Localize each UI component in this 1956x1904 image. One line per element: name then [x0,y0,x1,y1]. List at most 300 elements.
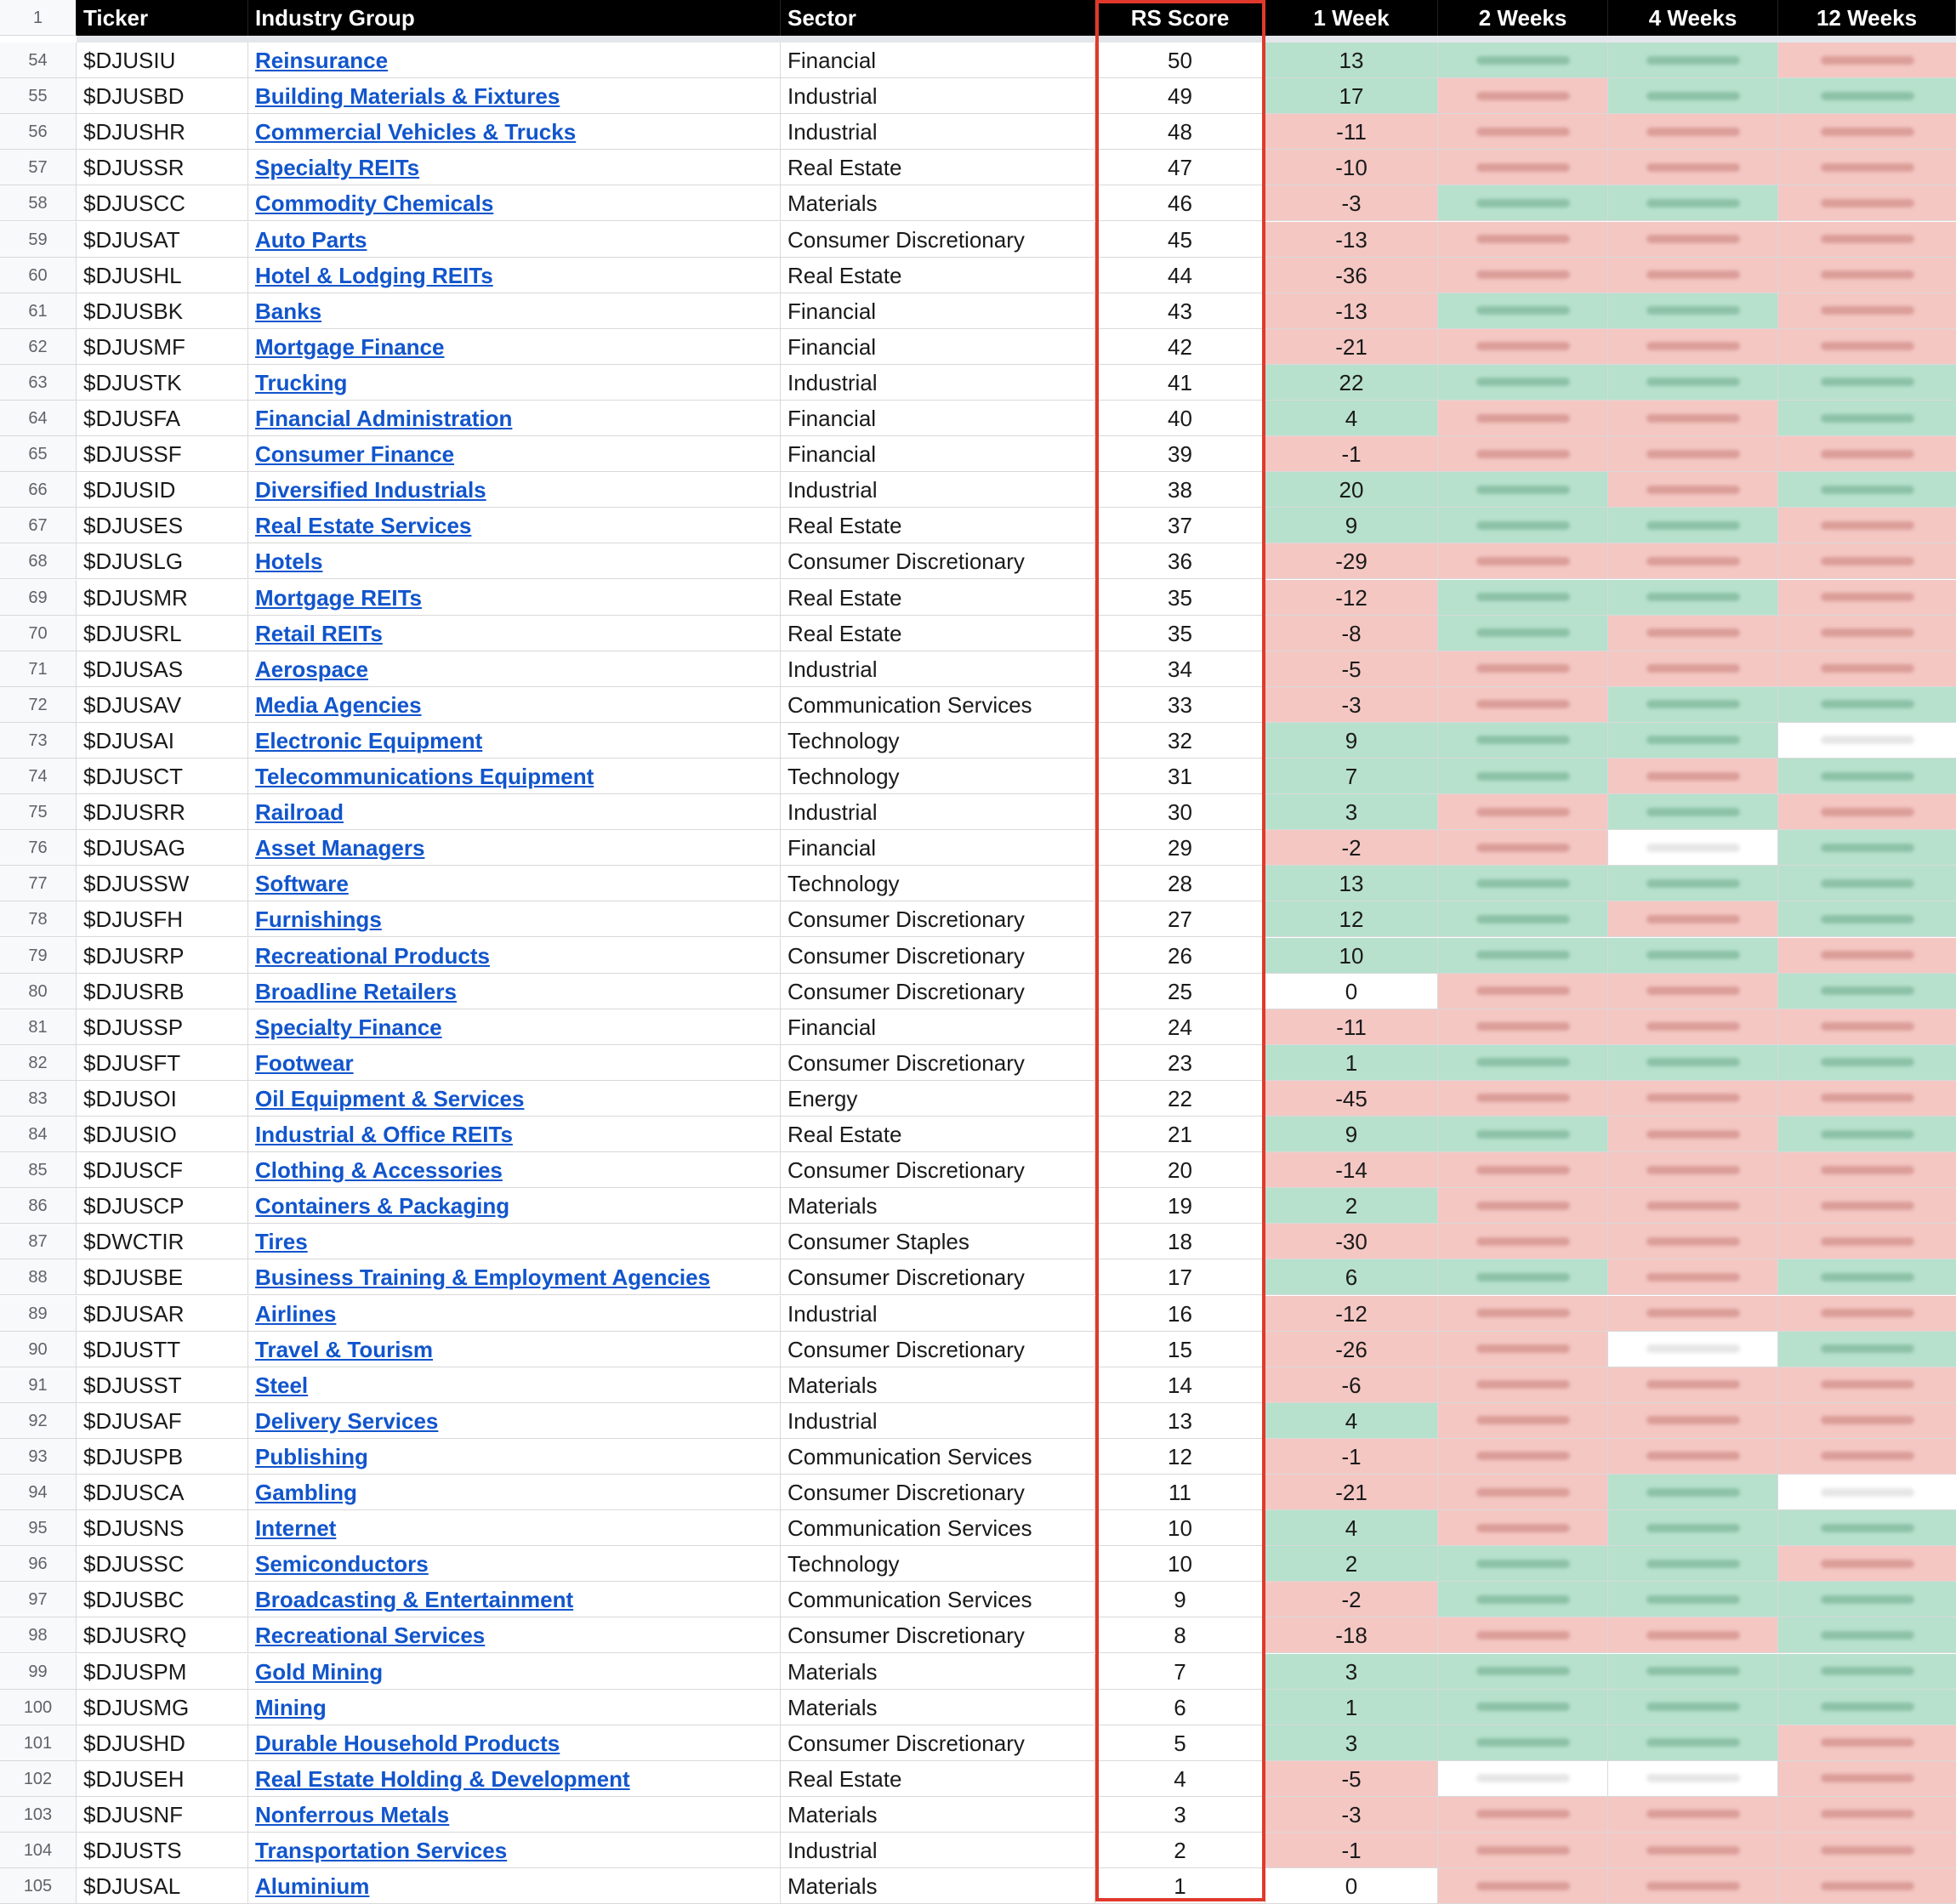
ticker-cell[interactable]: $DJUSMF [77,329,248,365]
row-number[interactable]: 59 [0,222,77,258]
week-12-cell-blurred[interactable] [1778,1009,1956,1045]
column-header-4-weeks[interactable]: 4 Weeks [1608,0,1778,36]
industry-group-link[interactable]: Aluminium [255,1873,370,1900]
week-1-cell[interactable]: 9 [1265,1117,1438,1152]
ticker-cell[interactable]: $DJUSLG [77,543,248,579]
row-number[interactable]: 98 [0,1617,77,1653]
week-2-cell-blurred[interactable] [1438,616,1608,651]
industry-group-link[interactable]: Containers & Packaging [255,1193,510,1219]
industry-group-link[interactable]: Recreational Services [255,1623,486,1649]
ticker-cell[interactable]: $DJUSAT [77,222,248,258]
week-1-cell[interactable]: -2 [1265,830,1438,866]
week-2-cell-blurred[interactable] [1438,1152,1608,1188]
week-1-cell[interactable]: 1 [1265,1690,1438,1725]
week-2-cell-blurred[interactable] [1438,687,1608,723]
ticker-cell[interactable]: $DJUSAR [77,1296,248,1332]
ticker-cell[interactable]: $DJUSFH [77,901,248,937]
ticker-cell[interactable]: $DJUSEH [77,1761,248,1797]
sector-cell[interactable]: Consumer Discretionary [781,1332,1095,1367]
industry-group-link[interactable]: Steel [255,1372,309,1398]
industry-group-link[interactable]: Footwear [255,1049,354,1076]
week-1-cell[interactable]: 0 [1265,1868,1438,1904]
row-number[interactable]: 87 [0,1224,77,1259]
week-12-cell-blurred[interactable] [1778,1152,1956,1188]
rs-score-cell[interactable]: 27 [1095,901,1265,937]
week-12-cell-blurred[interactable] [1778,616,1956,651]
week-12-cell-blurred[interactable] [1778,365,1956,401]
industry-group-cell[interactable] [248,1833,781,1868]
week-2-cell-blurred[interactable] [1438,1009,1608,1045]
industry-group-cell[interactable] [248,508,781,543]
week-2-cell-blurred[interactable] [1438,508,1608,543]
week-4-cell-blurred[interactable] [1608,185,1778,221]
week-2-cell-blurred[interactable] [1438,1582,1608,1617]
rs-score-cell[interactable]: 23 [1095,1045,1265,1081]
row-number[interactable]: 77 [0,866,77,901]
ticker-cell[interactable]: $DJUSAS [77,651,248,687]
row-number[interactable]: 66 [0,472,77,508]
column-header-2-weeks[interactable]: 2 Weeks [1438,0,1608,36]
row-number[interactable]: 70 [0,616,77,651]
sector-cell[interactable]: Materials [781,1868,1095,1904]
industry-group-cell[interactable] [248,78,781,114]
rs-score-cell[interactable]: 22 [1095,1081,1265,1117]
industry-group-cell[interactable] [248,1296,781,1332]
week-1-cell[interactable]: -45 [1265,1081,1438,1117]
sector-cell[interactable]: Real Estate [781,150,1095,185]
ticker-cell[interactable]: $DJUSBD [77,78,248,114]
sector-cell[interactable]: Real Estate [781,580,1095,616]
sector-cell[interactable]: Communication Services [781,687,1095,723]
row-number[interactable]: 54 [0,43,77,78]
week-1-cell[interactable]: 7 [1265,759,1438,794]
rs-score-cell[interactable]: 5 [1095,1725,1265,1761]
week-4-cell-blurred[interactable] [1608,938,1778,974]
row-number[interactable]: 99 [0,1654,77,1690]
week-2-cell-blurred[interactable] [1438,723,1608,759]
industry-group-cell[interactable] [248,938,781,974]
row-number[interactable]: 58 [0,185,77,221]
sector-cell[interactable]: Communication Services [781,1582,1095,1617]
rs-score-cell[interactable]: 44 [1095,258,1265,293]
industry-group-cell[interactable] [248,723,781,759]
week-4-cell-blurred[interactable] [1608,687,1778,723]
week-4-cell-blurred[interactable] [1608,293,1778,329]
row-number[interactable]: 93 [0,1439,77,1475]
industry-group-link[interactable]: Recreational Products [255,942,490,969]
rs-score-cell[interactable]: 17 [1095,1259,1265,1295]
week-12-cell-blurred[interactable] [1778,1403,1956,1439]
ticker-cell[interactable]: $DJUSCP [77,1188,248,1224]
ticker-cell[interactable]: $DJUSAL [77,1868,248,1904]
row-number[interactable]: 82 [0,1045,77,1081]
week-4-cell-blurred[interactable] [1608,1546,1778,1582]
sector-cell[interactable]: Materials [781,1654,1095,1690]
week-4-cell-blurred[interactable] [1608,114,1778,150]
industry-group-cell[interactable] [248,974,781,1009]
week-1-cell[interactable]: 12 [1265,901,1438,937]
week-12-cell-blurred[interactable] [1778,1259,1956,1295]
sector-cell[interactable]: Financial [781,401,1095,436]
week-1-cell[interactable]: -1 [1265,1439,1438,1475]
week-4-cell-blurred[interactable] [1608,901,1778,937]
row-number[interactable]: 57 [0,150,77,185]
industry-group-link[interactable]: Furnishings [255,907,382,933]
sector-cell[interactable]: Materials [781,1367,1095,1403]
row-number[interactable]: 65 [0,436,77,472]
week-4-cell-blurred[interactable] [1608,543,1778,579]
week-2-cell-blurred[interactable] [1438,293,1608,329]
week-1-cell[interactable]: 4 [1265,401,1438,436]
week-12-cell-blurred[interactable] [1778,1045,1956,1081]
ticker-cell[interactable]: $DJUSOI [77,1081,248,1117]
rs-score-cell[interactable]: 26 [1095,938,1265,974]
week-2-cell-blurred[interactable] [1438,401,1608,436]
ticker-cell[interactable]: $DJUSTT [77,1332,248,1367]
week-12-cell-blurred[interactable] [1778,759,1956,794]
week-4-cell-blurred[interactable] [1608,1510,1778,1546]
rs-score-cell[interactable]: 31 [1095,759,1265,794]
week-4-cell-blurred[interactable] [1608,723,1778,759]
industry-group-link[interactable]: Software [255,871,349,897]
sector-cell[interactable]: Consumer Discretionary [781,1475,1095,1510]
week-2-cell-blurred[interactable] [1438,1797,1608,1833]
sector-cell[interactable]: Technology [781,759,1095,794]
week-1-cell[interactable]: 6 [1265,1259,1438,1295]
industry-group-cell[interactable] [248,1690,781,1725]
rs-score-cell[interactable]: 49 [1095,78,1265,114]
industry-group-link[interactable]: Telecommunications Equipment [255,764,594,789]
rs-score-cell[interactable]: 28 [1095,866,1265,901]
sector-cell[interactable]: Consumer Discretionary [781,222,1095,258]
sector-cell[interactable]: Real Estate [781,508,1095,543]
week-4-cell-blurred[interactable] [1608,759,1778,794]
ticker-cell[interactable]: $DJUSAI [77,723,248,759]
week-2-cell-blurred[interactable] [1438,258,1608,293]
week-4-cell-blurred[interactable] [1608,43,1778,78]
ticker-cell[interactable]: $DJUSPM [77,1654,248,1690]
week-2-cell-blurred[interactable] [1438,1510,1608,1546]
week-1-cell[interactable]: -3 [1265,185,1438,221]
row-number[interactable]: 73 [0,723,77,759]
rs-score-cell[interactable]: 48 [1095,114,1265,150]
rs-score-cell[interactable]: 6 [1095,1690,1265,1725]
week-2-cell-blurred[interactable] [1438,114,1608,150]
week-12-cell-blurred[interactable] [1778,258,1956,293]
industry-group-link[interactable]: Gambling [255,1480,357,1505]
rs-score-cell[interactable]: 10 [1095,1546,1265,1582]
week-12-cell-blurred[interactable] [1778,1761,1956,1797]
sector-cell[interactable]: Industrial [781,472,1095,508]
ticker-cell[interactable]: $DJUSNF [77,1797,248,1833]
industry-group-cell[interactable] [248,1475,781,1510]
week-12-cell-blurred[interactable] [1778,651,1956,687]
ticker-cell[interactable]: $DJUSBK [77,293,248,329]
row-number[interactable]: 90 [0,1332,77,1367]
week-1-cell[interactable]: 20 [1265,472,1438,508]
ticker-cell[interactable]: $DJUSCF [77,1152,248,1188]
industry-group-link[interactable]: Business Training & Employment Agencies [255,1265,711,1291]
week-2-cell-blurred[interactable] [1438,472,1608,508]
industry-group-cell[interactable] [248,1582,781,1617]
row-number[interactable]: 72 [0,687,77,723]
week-12-cell-blurred[interactable] [1778,1296,1956,1332]
industry-group-link[interactable]: Reinsurance [255,48,389,73]
rs-score-cell[interactable]: 8 [1095,1617,1265,1653]
ticker-cell[interactable]: $DJUSTS [77,1833,248,1868]
sector-cell[interactable]: Financial [781,436,1095,472]
ticker-cell[interactable]: $DJUSRB [77,974,248,1009]
ticker-cell[interactable]: $DJUSAG [77,830,248,866]
week-2-cell-blurred[interactable] [1438,1332,1608,1367]
week-1-cell[interactable]: -11 [1265,1009,1438,1045]
week-12-cell-blurred[interactable] [1778,1367,1956,1403]
week-1-cell[interactable]: -1 [1265,1833,1438,1868]
week-4-cell-blurred[interactable] [1608,1367,1778,1403]
week-12-cell-blurred[interactable] [1778,1510,1956,1546]
sector-cell[interactable]: Materials [781,1797,1095,1833]
row-number[interactable]: 74 [0,759,77,794]
sector-cell[interactable]: Industrial [781,1403,1095,1439]
rs-score-cell[interactable]: 13 [1095,1403,1265,1439]
week-12-cell-blurred[interactable] [1778,1797,1956,1833]
sector-cell[interactable]: Industrial [781,1296,1095,1332]
week-12-cell-blurred[interactable] [1778,1117,1956,1152]
sector-cell[interactable]: Real Estate [781,1117,1095,1152]
industry-group-link[interactable]: Specialty Finance [255,1014,442,1040]
industry-group-link[interactable]: Semiconductors [255,1551,429,1577]
rs-score-cell[interactable]: 18 [1095,1224,1265,1259]
industry-group-cell[interactable] [248,616,781,651]
sector-cell[interactable]: Industrial [781,365,1095,401]
ticker-cell[interactable]: $DJUSNS [77,1510,248,1546]
week-1-cell[interactable]: -5 [1265,651,1438,687]
industry-group-link[interactable]: Real Estate Services [255,513,472,539]
industry-group-cell[interactable] [248,401,781,436]
ticker-cell[interactable]: $DJUSIU [77,43,248,78]
industry-group-cell[interactable] [248,1761,781,1797]
week-12-cell-blurred[interactable] [1778,222,1956,258]
column-header-ticker[interactable]: Ticker [77,0,248,36]
industry-group-cell[interactable] [248,901,781,937]
week-1-cell[interactable]: -12 [1265,580,1438,616]
row-number[interactable]: 83 [0,1081,77,1117]
column-header-sector[interactable]: Sector [781,0,1095,36]
industry-group-link[interactable]: Specialty REITs [255,155,420,181]
rs-score-cell[interactable]: 9 [1095,1582,1265,1617]
rs-score-cell[interactable]: 37 [1095,508,1265,543]
week-12-cell-blurred[interactable] [1778,580,1956,616]
week-4-cell-blurred[interactable] [1608,1224,1778,1259]
week-1-cell[interactable]: -3 [1265,1797,1438,1833]
week-4-cell-blurred[interactable] [1608,1152,1778,1188]
industry-group-cell[interactable] [248,1546,781,1582]
week-2-cell-blurred[interactable] [1438,974,1608,1009]
industry-group-link[interactable]: Tires [255,1229,308,1255]
rs-score-cell[interactable]: 30 [1095,794,1265,830]
ticker-cell[interactable]: $DJUSSP [77,1009,248,1045]
industry-group-link[interactable]: Mining [255,1694,327,1720]
week-1-cell[interactable]: -3 [1265,687,1438,723]
industry-group-link[interactable]: Travel & Tourism [255,1336,434,1362]
week-1-cell[interactable]: 4 [1265,1403,1438,1439]
industry-group-link[interactable]: Nonferrous Metals [255,1801,450,1827]
ticker-cell[interactable]: $DJUSFA [77,401,248,436]
industry-group-cell[interactable] [248,185,781,221]
week-1-cell[interactable]: -26 [1265,1332,1438,1367]
week-1-cell[interactable]: 2 [1265,1188,1438,1224]
row-number[interactable]: 97 [0,1582,77,1617]
week-4-cell-blurred[interactable] [1608,78,1778,114]
week-1-cell[interactable]: 3 [1265,1725,1438,1761]
week-1-cell[interactable]: 9 [1265,508,1438,543]
week-1-cell[interactable]: 13 [1265,866,1438,901]
ticker-cell[interactable]: $DJUSAV [77,687,248,723]
week-2-cell-blurred[interactable] [1438,222,1608,258]
week-2-cell-blurred[interactable] [1438,1117,1608,1152]
week-1-cell[interactable]: -14 [1265,1152,1438,1188]
week-1-cell[interactable]: -13 [1265,222,1438,258]
industry-group-cell[interactable] [248,580,781,616]
industry-group-link[interactable]: Commodity Chemicals [255,190,494,217]
industry-group-link[interactable]: Broadcasting & Entertainment [255,1587,574,1613]
week-1-cell[interactable]: 17 [1265,78,1438,114]
week-12-cell-blurred[interactable] [1778,866,1956,901]
row-number[interactable]: 100 [0,1690,77,1725]
rs-score-cell[interactable]: 16 [1095,1296,1265,1332]
row-number[interactable]: 67 [0,508,77,543]
week-12-cell-blurred[interactable] [1778,43,1956,78]
week-4-cell-blurred[interactable] [1608,472,1778,508]
week-12-cell-blurred[interactable] [1778,1546,1956,1582]
row-number[interactable]: 64 [0,401,77,436]
industry-group-link[interactable]: Delivery Services [255,1407,439,1434]
sector-cell[interactable]: Industrial [781,78,1095,114]
rs-score-cell[interactable]: 3 [1095,1797,1265,1833]
week-2-cell-blurred[interactable] [1438,1224,1608,1259]
rs-score-cell[interactable]: 10 [1095,1510,1265,1546]
week-4-cell-blurred[interactable] [1608,401,1778,436]
industry-group-cell[interactable] [248,43,781,78]
sector-cell[interactable]: Financial [781,830,1095,866]
row-number[interactable]: 68 [0,543,77,579]
week-12-cell-blurred[interactable] [1778,1582,1956,1617]
industry-group-link[interactable]: Internet [255,1515,337,1542]
week-4-cell-blurred[interactable] [1608,1439,1778,1475]
sector-cell[interactable]: Materials [781,185,1095,221]
industry-group-cell[interactable] [248,759,781,794]
industry-group-link[interactable]: Hotel & Lodging REITs [255,262,493,288]
sector-cell[interactable]: Real Estate [781,616,1095,651]
industry-group-cell[interactable] [248,258,781,293]
ticker-cell[interactable]: $DJUSTK [77,365,248,401]
week-12-cell-blurred[interactable] [1778,1617,1956,1653]
row-number[interactable]: 96 [0,1546,77,1582]
rs-score-cell[interactable]: 47 [1095,150,1265,185]
week-12-cell-blurred[interactable] [1778,185,1956,221]
row-number[interactable]: 71 [0,651,77,687]
industry-group-cell[interactable] [248,329,781,365]
sector-cell[interactable]: Technology [781,723,1095,759]
week-4-cell-blurred[interactable] [1608,150,1778,185]
week-1-cell[interactable]: 1 [1265,1045,1438,1081]
industry-group-cell[interactable] [248,1439,781,1475]
industry-group-link[interactable]: Banks [255,298,322,324]
sector-cell[interactable]: Industrial [781,114,1095,150]
ticker-cell[interactable]: $DJUSFT [77,1045,248,1081]
week-4-cell-blurred[interactable] [1608,974,1778,1009]
rs-score-cell[interactable]: 15 [1095,1332,1265,1367]
week-4-cell-blurred[interactable] [1608,1081,1778,1117]
week-12-cell-blurred[interactable] [1778,401,1956,436]
row-number[interactable]: 94 [0,1475,77,1510]
row-number[interactable]: 63 [0,365,77,401]
rs-score-cell[interactable]: 36 [1095,543,1265,579]
sector-cell[interactable]: Consumer Discretionary [781,974,1095,1009]
week-1-cell[interactable]: 3 [1265,1654,1438,1690]
week-4-cell-blurred[interactable] [1608,508,1778,543]
rs-score-cell[interactable]: 35 [1095,616,1265,651]
week-2-cell-blurred[interactable] [1438,1617,1608,1653]
ticker-cell[interactable]: $DJUSRR [77,794,248,830]
ticker-cell[interactable]: $DJUSRP [77,938,248,974]
industry-group-link[interactable]: Commercial Vehicles & Trucks [255,119,577,145]
sector-cell[interactable]: Communication Services [781,1510,1095,1546]
week-1-cell[interactable]: 13 [1265,43,1438,78]
rs-score-cell[interactable]: 1 [1095,1868,1265,1904]
industry-group-link[interactable]: Railroad [255,799,344,826]
rs-score-cell[interactable]: 41 [1095,365,1265,401]
week-4-cell-blurred[interactable] [1608,1259,1778,1295]
week-4-cell-blurred[interactable] [1608,1475,1778,1510]
week-12-cell-blurred[interactable] [1778,543,1956,579]
row-number[interactable]: 88 [0,1259,77,1295]
week-2-cell-blurred[interactable] [1438,1259,1608,1295]
row-number[interactable]: 60 [0,258,77,293]
industry-group-link[interactable]: Financial Administration [255,406,513,431]
week-12-cell-blurred[interactable] [1778,472,1956,508]
week-4-cell-blurred[interactable] [1608,436,1778,472]
ticker-cell[interactable]: $DJUSSF [77,436,248,472]
ticker-cell[interactable]: $DJUSAF [77,1403,248,1439]
week-4-cell-blurred[interactable] [1608,1117,1778,1152]
rs-score-cell[interactable]: 33 [1095,687,1265,723]
week-12-cell-blurred[interactable] [1778,687,1956,723]
week-12-cell-blurred[interactable] [1778,436,1956,472]
sector-cell[interactable]: Communication Services [781,1439,1095,1475]
week-12-cell-blurred[interactable] [1778,723,1956,759]
week-4-cell-blurred[interactable] [1608,258,1778,293]
sector-cell[interactable]: Consumer Discretionary [781,1617,1095,1653]
industry-group-link[interactable]: Broadline Retailers [255,978,457,1004]
column-header-12-weeks[interactable]: 12 Weeks [1778,0,1956,36]
industry-group-cell[interactable] [248,293,781,329]
week-2-cell-blurred[interactable] [1438,1188,1608,1224]
industry-group-link[interactable]: Aerospace [255,656,368,682]
week-4-cell-blurred[interactable] [1608,1617,1778,1653]
sector-cell[interactable]: Consumer Discretionary [781,1045,1095,1081]
week-2-cell-blurred[interactable] [1438,1439,1608,1475]
week-1-cell[interactable]: -30 [1265,1224,1438,1259]
industry-group-cell[interactable] [248,1617,781,1653]
ticker-cell[interactable]: $DJUSSC [77,1546,248,1582]
week-12-cell-blurred[interactable] [1778,329,1956,365]
ticker-cell[interactable]: $DJUSBE [77,1259,248,1295]
column-header-industry-group[interactable]: Industry Group [248,0,781,36]
industry-group-link[interactable]: Trucking [255,369,348,395]
sector-cell[interactable]: Financial [781,43,1095,78]
industry-group-cell[interactable] [248,1009,781,1045]
